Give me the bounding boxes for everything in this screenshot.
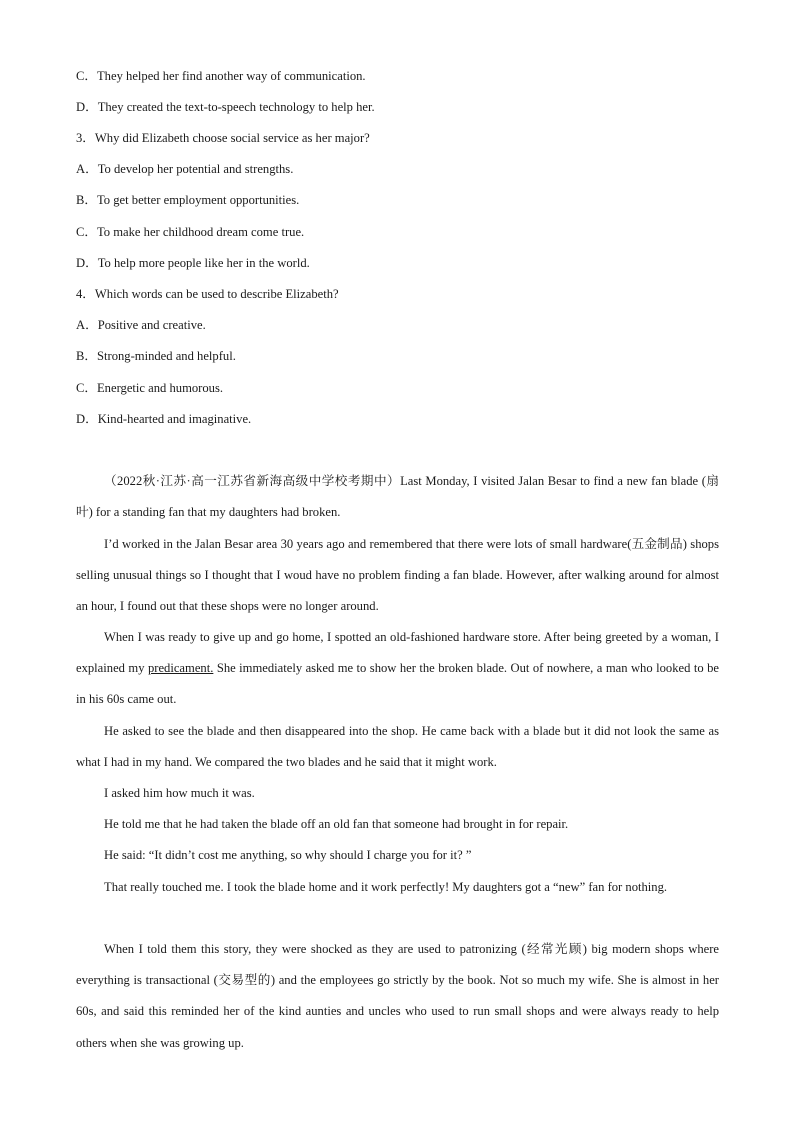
passage-paragraph-8: That really touched me. I took the blade home and it work perfectly! My daughters got a “new” fan for nothing. — [104, 880, 668, 894]
q2-option-c: C．They helped her find another way of communication. — [76, 69, 366, 83]
q4-option-b: B．Strong-minded and helpful. — [76, 349, 236, 363]
passage-paragraph-5: I asked him how much it was. — [104, 786, 255, 800]
underlined-word-predicament: predicament. — [147, 661, 214, 676]
passage-paragraph-1: （2022秋·江苏·高一江苏省新海高级中学校考期中）Last Monday, I visited Jalan Besar to find a new fan blade (扇叶) for a standing fan that my daughters had broken. — [76, 474, 719, 520]
passage-paragraph-6: He told me that he had taken the blade off an old fan that someone had brought in for repair. — [104, 817, 569, 831]
q3-question: 3．Why did Elizabeth choose social service as her major? — [76, 131, 370, 145]
paragraph-3-text-start: When I was ready to give up and go home, I spotted an old-fashioned hardware store. After being greeted by a woman, I explained my — [76, 630, 719, 676]
paragraph-3-text-end: She immediately asked me to show her the broken blade. Out of nowhere, a man who looked to be in his 60s came out. — [76, 661, 719, 707]
passage-paragraph-4: He asked to see the blade and then disappeared into the shop. He came back with a blade but it did not look the same as what I had in my hand. We compared the two blades and he said that it might work. — [76, 724, 719, 770]
q3-option-b: B．To get better employment opportunities. — [76, 193, 300, 207]
q4-option-d: D．Kind-hearted and imaginative. — [76, 412, 252, 426]
passage-paragraph-3 — [76, 622, 719, 716]
q4-option-c: C．Energetic and humorous. — [76, 381, 224, 395]
q3-option-c: C．To make her childhood dream come true. — [76, 225, 305, 239]
passage-paragraph-7: He said: “It didn’t cost me anything, so why should I charge you for it? ” — [104, 848, 472, 862]
passage-paragraph-9: When I told them this story, they were shocked as they are used to patronizing (经常光顾) big modern shops where everything is transactional (交易型的) and the employees go strictly by the book. Not so much my wife. She is almost in her 60s, and said this reminded her of the kind aunties and uncles who used to run small shops and were always ready to help others when she was growing up. — [76, 942, 719, 1050]
q3-option-d: D．To help more people like her in the world. — [76, 256, 310, 270]
q4-option-a: A．Positive and creative. — [76, 318, 206, 332]
q4-question: 4．Which words can be used to describe Elizabeth? — [76, 287, 339, 301]
q2-option-d: D．They created the text-to-speech technology to help her. — [76, 100, 375, 114]
passage-paragraph-2: I’d worked in the Jalan Besar area 30 years ago and remembered that there were lots of small hardware(五金制品) shops selling unusual things so I thought that I woud have no problem finding a fan blade. However, after walking around for almost an hour, I found out that these shops were no longer around. — [76, 537, 719, 614]
q3-option-a: A．To develop her potential and strengths. — [76, 162, 294, 176]
